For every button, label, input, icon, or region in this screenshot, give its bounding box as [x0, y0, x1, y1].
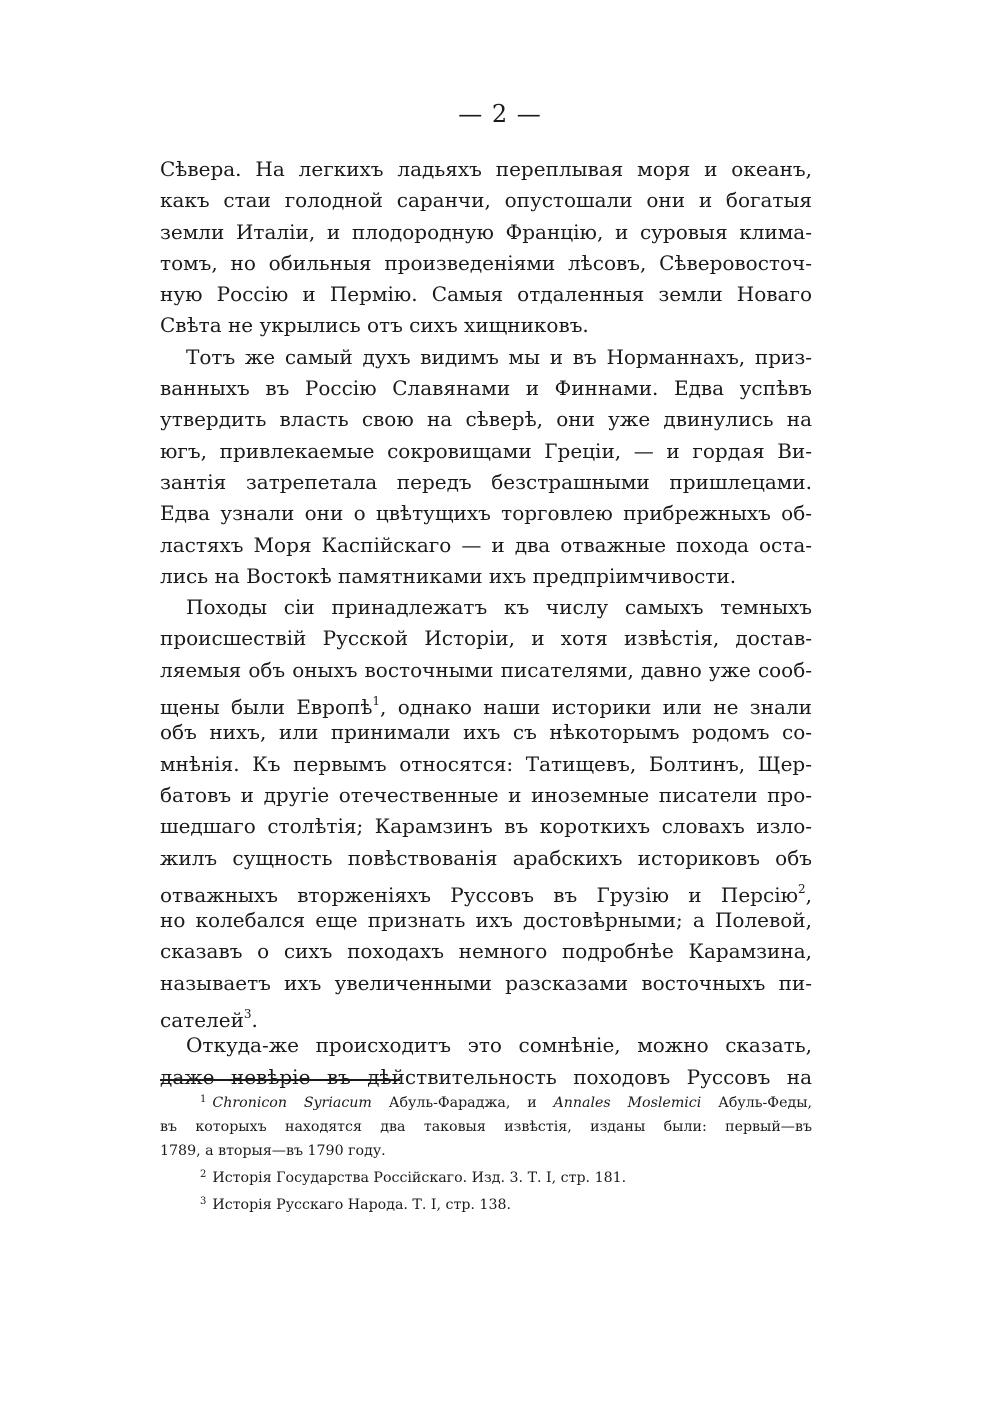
- footnotes: [160, 1088, 812, 1217]
- footnote-text: Исторія Русскаго Народа. Т. I, стр. 138.: [212, 1197, 512, 1213]
- text-line: Сѣвера. На легкихъ ладьяхъ переплывая моря и океанъ,: [160, 157, 812, 181]
- footnote-text: Абуль-Феды,: [718, 1095, 812, 1111]
- footnote-2: [160, 1163, 812, 1190]
- main-text: [160, 154, 812, 1093]
- text-line: Тотъ же самый духъ видимъ мы и въ Норманнахъ, приз-: [186, 344, 812, 369]
- footnote-ref-1[interactable]: 1: [372, 694, 381, 709]
- text-line: ляемыя объ оныхъ восточными писателями, давно уже сооб-: [160, 657, 812, 682]
- text-line: мнѣнія. Къ первымъ относятся: Татищевъ, Болтинъ, Щер-: [160, 751, 812, 776]
- footnote-1: [160, 1088, 812, 1115]
- text-line: ную Россію и Пермію. Самыя отдаленныя земли Новаго: [160, 282, 812, 307]
- footnote-text: Абуль-Фараджа, и: [388, 1095, 537, 1111]
- text-line: зантія затрепетала передъ безстрашными пришлецами.: [160, 469, 812, 494]
- text-line: происшествій Русской Исторіи, и хотя извѣстія, достав-: [160, 626, 812, 651]
- text-line: какъ стаи голодной саранчи, опустошали они и богатыя: [160, 188, 812, 213]
- text-line: Откуда-же происходитъ это сомнѣніе, можно сказать,: [186, 1033, 812, 1058]
- text-line: ванныхъ въ Россію Славянами и Финнами. Едва успѣвъ: [160, 376, 812, 401]
- paragraph-3: [160, 592, 812, 1033]
- footnote-text: Исторія Государства Россійскаго. Изд. 3. Т. I, стр. 181.: [212, 1170, 627, 1186]
- text-line: жилъ сущность повѣствованія арабскихъ историковъ объ: [160, 845, 812, 870]
- text-line: шедшаго столѣтія; Карамзинъ въ короткихъ словахъ изло-: [160, 814, 812, 839]
- paragraph-2: [160, 342, 812, 592]
- text-line: Походы сіи принадлежатъ къ числу самыхъ темныхъ: [186, 595, 812, 620]
- line-text: щены были Европѣ: [160, 695, 373, 720]
- footnote-mark: 1: [200, 1094, 207, 1105]
- footnote-ref-2[interactable]: 2: [798, 881, 806, 896]
- paragraph-4: [160, 1030, 812, 1093]
- text-line: утвердить власть свою на сѣверѣ, они уже двинулись на: [160, 407, 812, 432]
- text-line-with-footnote: [160, 686, 812, 720]
- footnote-ref-3[interactable]: 3: [243, 1007, 252, 1022]
- footnote-1-line-3: 1789, а вторыя—въ 1790 году.: [160, 1143, 386, 1159]
- text-line: лись на Востокѣ памятниками ихъ предпріимчивости.: [160, 563, 737, 588]
- line-text: сателей: [160, 1008, 244, 1033]
- text-line: батовъ и другіе отечественные и иноземные писатели про-: [160, 782, 812, 807]
- text-line: но колебался еще признать ихъ достовѣрными; а Полевой,: [160, 908, 812, 933]
- paragraph-1: [160, 154, 812, 342]
- text-line: Свѣта не укрылись отъ сихъ хищниковъ.: [160, 313, 589, 338]
- text-line: сказавъ о сихъ походахъ немного подробнѣе Карамзина,: [160, 939, 812, 964]
- text-line-with-footnote: [160, 874, 812, 905]
- footnote-mark: 2: [200, 1169, 207, 1180]
- text-line-with-footnote: [160, 999, 812, 1033]
- line-text: ,: [805, 882, 812, 907]
- footnote-divider: [160, 1079, 400, 1081]
- line-text: , однако наши историки или не знали: [380, 695, 812, 720]
- text-line: называетъ ихъ увеличенными разсказами восточныхъ пи-: [160, 970, 812, 995]
- text-line: югъ, привлекаемые сокровищами Греціи, — и гордая Ви-: [160, 438, 812, 463]
- footnote-title: Chronicon Syriacum: [212, 1095, 372, 1111]
- text-line: томъ, но обильныя произведеніями лѣсовъ, Сѣверовосточ-: [160, 250, 812, 275]
- footnote-3: [160, 1190, 812, 1217]
- line-text: .: [251, 1008, 258, 1033]
- text-line: даже невѣріе въ дѣйствительность походовъ Руссовъ на: [160, 1064, 812, 1089]
- line-text: отважныхъ вторженіяхъ Руссовъ въ Грузію и Персію: [160, 882, 798, 907]
- footnote-mark: 3: [200, 1196, 207, 1207]
- text-line: объ нихъ, или принимали ихъ съ нѣкоторымъ родомъ со-: [160, 720, 812, 745]
- text-line: ластяхъ Моря Каспійскаго — и два отважные похода оста-: [160, 532, 812, 557]
- text-line: земли Италіи, и плодородную Францію, и суровыя клима-: [160, 219, 812, 244]
- footnote-title: Annales Moslemici: [553, 1095, 702, 1111]
- page-number: — 2 —: [458, 100, 542, 128]
- footnote-1-line-2: въ которыхъ находятся два таковыя извѣстія, изданы были: первый—въ: [160, 1119, 812, 1135]
- text-line: Едва узнали они о цвѣтущихъ торговлею прибрежныхъ об-: [160, 501, 812, 526]
